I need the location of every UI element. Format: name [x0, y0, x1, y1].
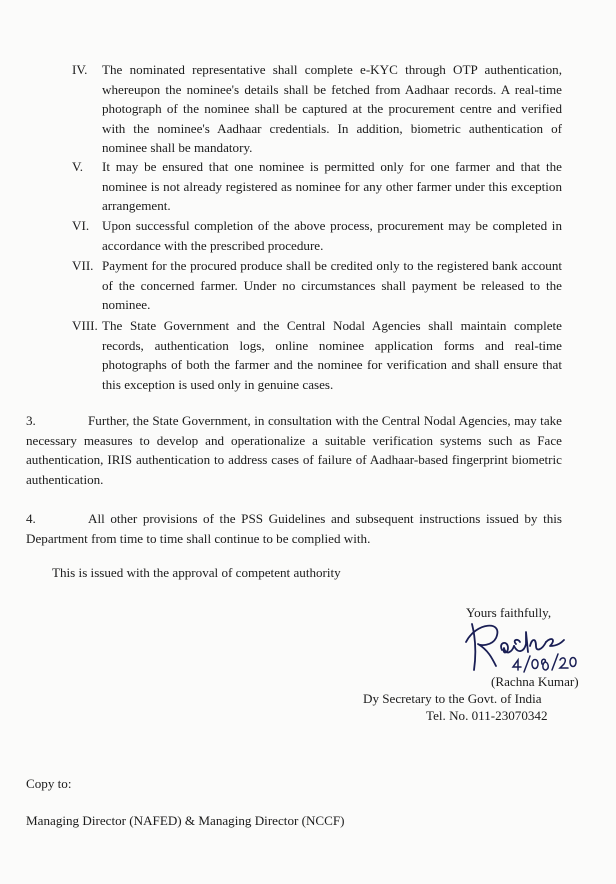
copy-to-recipients: Managing Director (NAFED) & Managing Director (NCCF) [26, 813, 345, 828]
list-item-number: VII. [72, 258, 94, 273]
list-item-number: VIII. [72, 318, 98, 333]
list-item-text: It may be ensured that one nominee is permitted only for one farmer and that the nominee is not already registered as nominee for any other farmer under this exception arrangement. [102, 159, 562, 213]
paragraph-number: 3. [26, 413, 36, 428]
paragraph-text: All other provisions of the PSS Guidelines and subsequent instructions issued by this Department from time to time shall continue to be complied with. [26, 511, 562, 546]
paragraph-3 [26, 411, 562, 489]
list-item-text: The nominated representative shall complete e-KYC through OTP authentication, whereupon the nominee's details shall be fetched from Aadhaar records. A real-time photograph of the nominee shall be captured at the procurement centre and verified with the nominee's Aadhaar credentials. In addition, biometric authentication of nominee shall be mandatory. [102, 62, 562, 155]
paragraph-number: 4. [26, 511, 36, 526]
paragraph-text: Further, the State Government, in consultation with the Central Nodal Agencies, may take necessary measures to develop and operationalize a suitable verification systems such as Face authentication, IRIS authentication to address cases of failure of Aadhaar-based fingerprint biometric authentication. [26, 413, 562, 487]
list-item-number: VI. [72, 218, 90, 233]
list-item-text: Payment for the procured produce shall be credited only to the registered bank account of the concerned farmer. Under no circumstances shall payment be released to the nominee. [102, 258, 562, 312]
list-item-iv [72, 60, 562, 158]
list-item-text: The State Government and the Central Nodal Agencies shall maintain complete records, authentication logs, online nominee application forms and real-time photographs of both the farmer and the nominee for verification and shall ensure that this exception is used only in genuine cases. [102, 318, 562, 392]
list-item-number: V. [72, 159, 84, 174]
closing-salutation: Yours faithfully, [466, 605, 552, 620]
list-item-text: Upon successful completion of the above process, procurement may be completed in accordance with the prescribed procedure. [102, 218, 562, 253]
list-item-vii [72, 256, 562, 315]
list-item-v [72, 157, 562, 216]
approval-note: This is issued with the approval of competent authority [52, 565, 341, 580]
signatory-phone: Tel. No. 011-23070342 [426, 708, 548, 723]
signatory-designation: Dy Secretary to the Govt. of India [363, 691, 542, 706]
list-item-viii [72, 316, 562, 394]
signatory-name: (Rachna Kumar) [491, 674, 579, 689]
copy-to-label: Copy to: [26, 776, 72, 791]
paragraph-4 [26, 509, 562, 548]
list-item-vi [72, 216, 562, 255]
list-item-number: IV. [72, 62, 88, 77]
